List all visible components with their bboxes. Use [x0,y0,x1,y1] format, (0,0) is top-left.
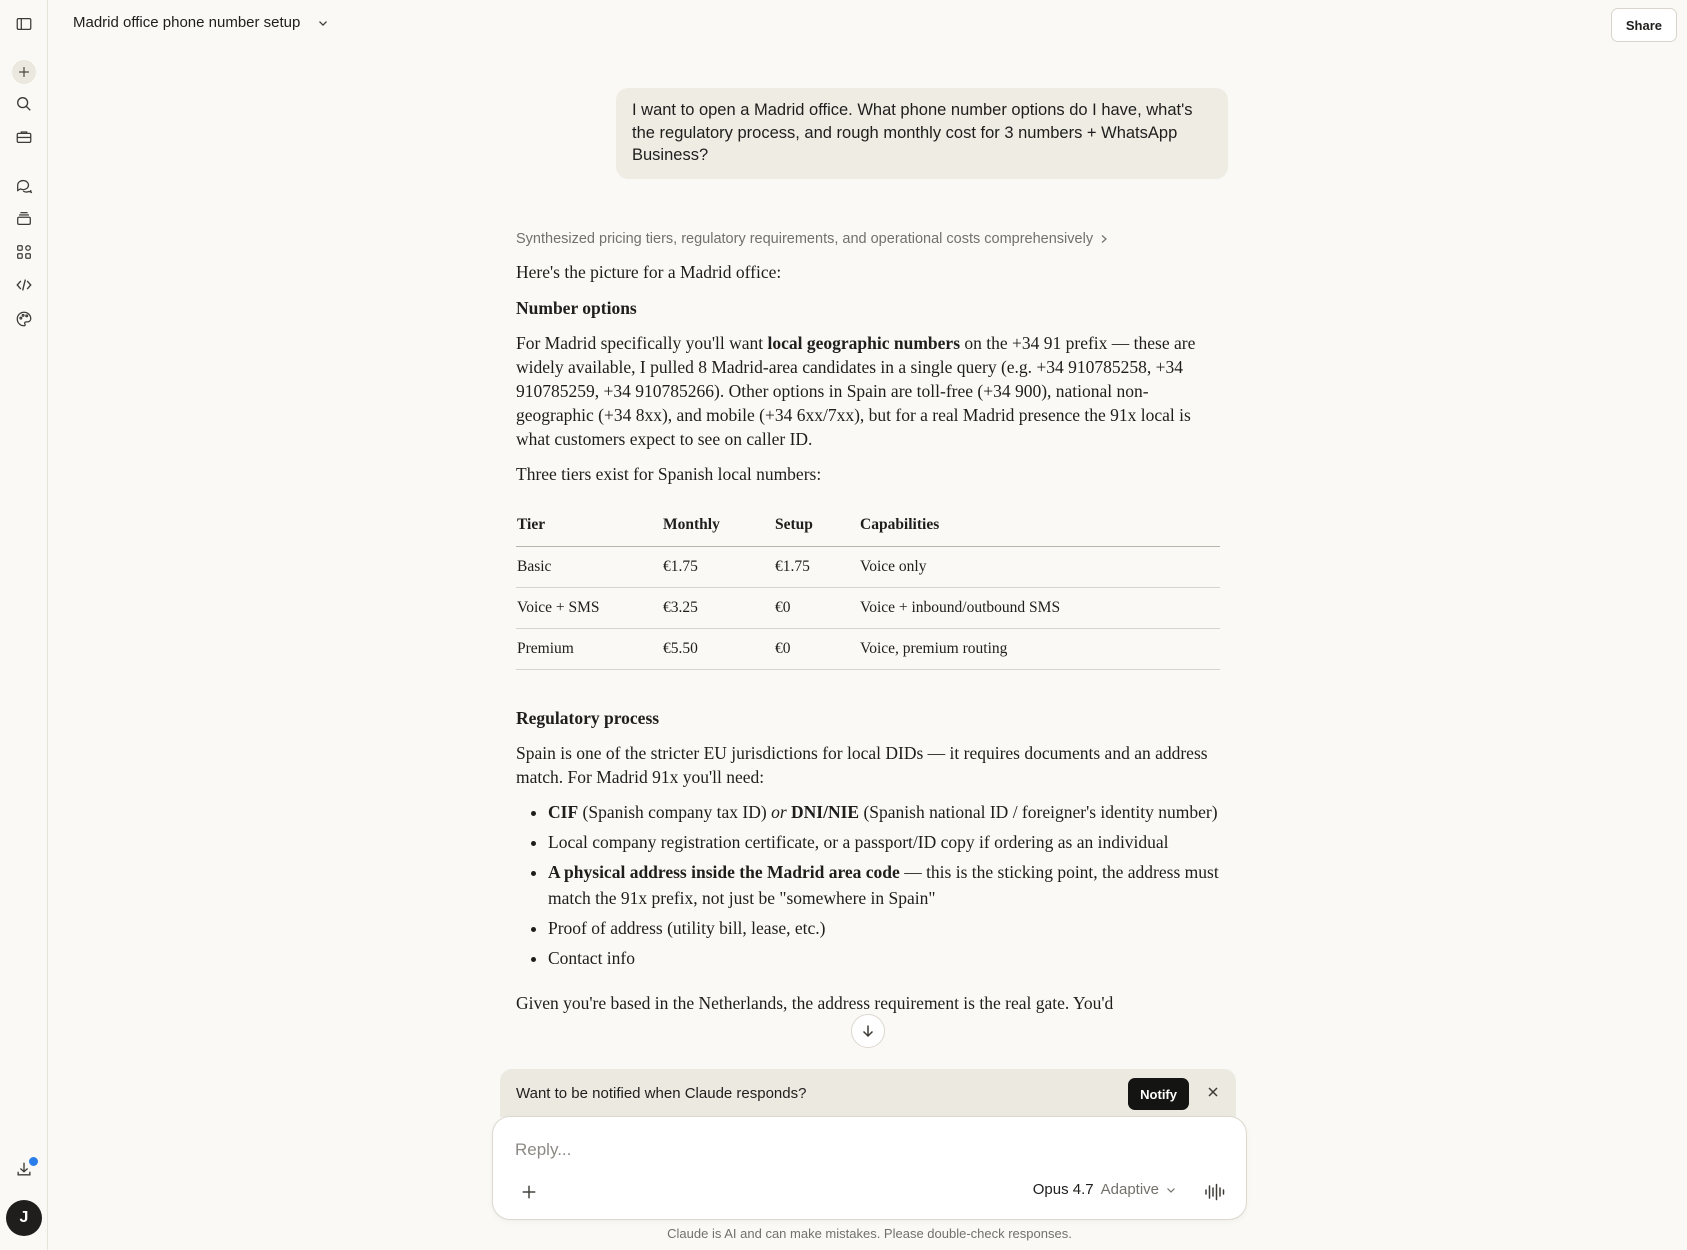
requirements-list [516,799,1221,971]
table-cell: €3.25 [662,588,774,629]
text-run: (Spanish national ID / foreigner's identity number) [859,802,1218,822]
palette-icon [15,310,33,328]
stack-icon [15,210,33,228]
number-options-paragraph [516,331,1221,451]
list-item [548,799,1221,825]
list-item: • Local company registration certificate, or a passport/ID copy if ordering as an individual [548,829,1221,855]
table-cell: €1.75 [774,547,859,588]
bold-text: CIF [548,802,579,822]
text-run: on the +34 91 prefix — these are widely available, I pulled 8 Madrid-area candidates in a single query (e.g. +34 910785258, +34 910785259, +34 910785266). Other options in Spain are toll-free (+34 900), national non-geographic (+34 8xx), and mobile (+34 6xx/7xx), but for a real Madrid presence the 91x local is what customers expect to see on caller ID. [516,333,1196,449]
notify-prompt: Want to be notified when Claude responds? [516,1084,807,1102]
sidebar-panel-icon [15,15,33,33]
reply-input[interactable] [513,1135,1217,1165]
regulatory-paragraph: Spain is one of the stricter EU jurisdictions for local DIDs — it requires documents and an address match. For Madrid 91x you'll need: [516,743,1208,787]
toggle-sidebar-button[interactable] [12,12,36,36]
assistant-response [516,228,1221,1015]
chevron-down-icon [1166,1185,1176,1195]
notify-button[interactable]: Notify [1128,1078,1189,1110]
tiers-intro: Three tiers exist for Spanish local numbers: [516,464,822,484]
table-header-row [516,504,1220,547]
table-row [516,547,1220,588]
new-chat-button[interactable] [12,60,36,84]
artifacts-button[interactable] [12,240,36,264]
code-icon [15,276,33,294]
tools-button[interactable] [12,125,36,149]
table-cell: €1.75 [662,547,774,588]
table-cell: Voice + SMS [516,588,662,629]
model-name: Opus 4.7 [1032,1181,1094,1198]
add-attachment-button[interactable] [517,1180,541,1204]
table-cell: Basic [516,547,662,588]
model-selector[interactable] [1033,1181,1176,1198]
table-cell: €0 [774,629,859,670]
text-run: — this is the sticking point, the address must match the 91x prefix, not just be "somewhere in Spain" [548,862,1219,908]
search-icon [15,95,33,113]
grid-shapes-icon [15,243,33,261]
table-header: Monthly [662,504,774,547]
italic-text: or [771,802,787,822]
disclaimer: Claude is AI and can make mistakes. Please double-check responses. [667,1226,1072,1241]
thinking-summary-text: Synthesized pricing tiers, regulatory requirements, and operational costs comprehensively [516,231,1094,247]
projects-button[interactable] [12,207,36,231]
table-cell: Voice, premium routing [859,629,1220,670]
text-run: (Spanish company tax ID) [578,802,772,822]
response-intro: Here's the picture for a Madrid office: [516,262,782,282]
user-message: I want to open a Madrid office. What phone number options do I have, what's the regulatory process, and rough monthly cost for 3 numbers + WhatsApp Business? [616,88,1228,179]
plus-icon [520,1183,538,1201]
table-cell: Premium [516,629,662,670]
customize-button[interactable] [12,307,36,331]
voice-mode-button[interactable] [1202,1179,1228,1205]
thinking-summary[interactable] [516,228,1221,250]
table-header: Setup [774,504,859,547]
scroll-to-bottom-button[interactable] [851,1014,885,1048]
bold-text: local geographic numbers [767,333,961,353]
waveform-icon [1204,1182,1226,1202]
avatar[interactable]: J [6,1200,42,1236]
chat-title-menu[interactable] [73,14,330,31]
table-cell: €5.50 [662,629,774,670]
close-icon[interactable] [1206,1085,1220,1099]
search-button[interactable] [12,92,36,116]
table-header: Tier [516,504,662,547]
chevron-down-icon [316,16,330,30]
arrow-down-icon [860,1023,876,1039]
table-row [516,588,1220,629]
sidebar [0,0,48,1250]
top-bar [48,0,1687,48]
composer [492,1116,1247,1220]
share-button[interactable]: Share [1611,8,1677,42]
table-cell: Voice + inbound/outbound SMS [859,588,1220,629]
list-item: • Contact info [548,945,1221,971]
bold-text: A physical address inside the Madrid area code [548,862,900,882]
notification-dot [27,1155,40,1168]
chat-title: Madrid office phone number setup [73,14,301,31]
text-run: For Madrid specifically you'll want [516,333,768,353]
list-item [548,859,1221,911]
table-row [516,629,1220,670]
model-mode: Adaptive [1100,1181,1159,1198]
table-header: Capabilities [859,504,1220,547]
list-item: • Proof of address (utility bill, lease, etc.) [548,915,1221,941]
chevron-right-icon [1099,234,1109,244]
chats-button[interactable] [12,174,36,198]
briefcase-icon [15,128,33,146]
chat-bubbles-icon [15,177,33,195]
tiers-table [516,504,1220,670]
plus-icon [17,65,31,79]
section-heading-number-options: Number options [516,298,637,318]
notify-banner [500,1069,1236,1117]
address-paragraph: Given you're based in the Netherlands, the address requirement is the real gate. You'd [516,993,1114,1013]
code-button[interactable] [12,273,36,297]
bold-text: DNI/NIE [791,802,860,822]
table-cell: €0 [774,588,859,629]
section-heading-regulatory: Regulatory process [516,708,660,728]
table-cell: Voice only [859,547,1220,588]
